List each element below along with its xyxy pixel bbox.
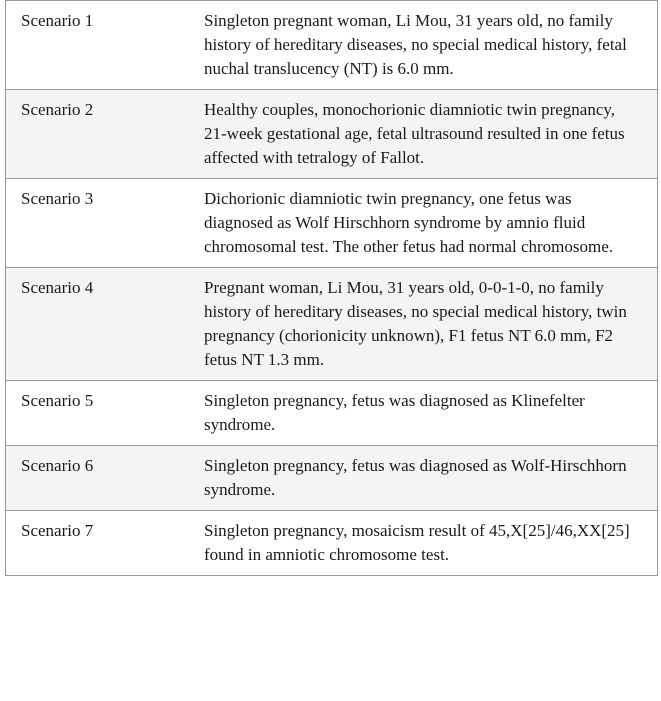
- table-row-scenario-5: [6, 381, 658, 446]
- table-row-scenario-6: [6, 446, 658, 511]
- scenario-label: Scenario 1: [6, 1, 203, 90]
- scenario-description: Singleton pregnancy, mosaicism result of 45,X[25]/46,XX[25] found in amniotic chromosome test.: [202, 511, 658, 576]
- scenario-description: Singleton pregnant woman, Li Mou, 31 years old, no family history of hereditary diseases, no special medical history, fetal nuchal translucency (NT) is 6.0 mm.: [202, 1, 658, 90]
- scenario-label: Scenario 5: [6, 381, 203, 446]
- table-row-scenario-2: [6, 90, 658, 179]
- table-row-scenario-7: [6, 511, 658, 576]
- scenario-label: Scenario 6: [6, 446, 203, 511]
- scenario-label: Scenario 2: [6, 90, 203, 179]
- table-row-scenario-3: [6, 179, 658, 268]
- scenario-label: Scenario 4: [6, 268, 203, 381]
- scenario-description: Pregnant woman, Li Mou, 31 years old, 0-0-1-0, no family history of hereditary diseases, no special medical history, twin pregnancy (chorionicity unknown), F1 fetus NT 6.0 mm, F2 fetus NT 1.3 mm.: [202, 268, 658, 381]
- scenario-table: [5, 0, 658, 576]
- scenario-description: Singleton pregnancy, fetus was diagnosed as Klinefelter syndrome.: [202, 381, 658, 446]
- scenario-label: Scenario 7: [6, 511, 203, 576]
- scenario-description: Healthy couples, monochorionic diamniotic twin pregnancy, 21-week gestational age, fetal ultrasound resulted in one fetus affected with tetralogy of Fallot.: [202, 90, 658, 179]
- scenario-table-body: [6, 1, 658, 576]
- table-row-scenario-4: [6, 268, 658, 381]
- scenario-label: Scenario 3: [6, 179, 203, 268]
- scenario-description: Dichorionic diamniotic twin pregnancy, one fetus was diagnosed as Wolf Hirschhorn syndrome by amnio fluid chromosomal test. The other fetus had normal chromosome.: [202, 179, 658, 268]
- table-row-scenario-1: [6, 1, 658, 90]
- scenario-description: Singleton pregnancy, fetus was diagnosed as Wolf-Hirschhorn syndrome.: [202, 446, 658, 511]
